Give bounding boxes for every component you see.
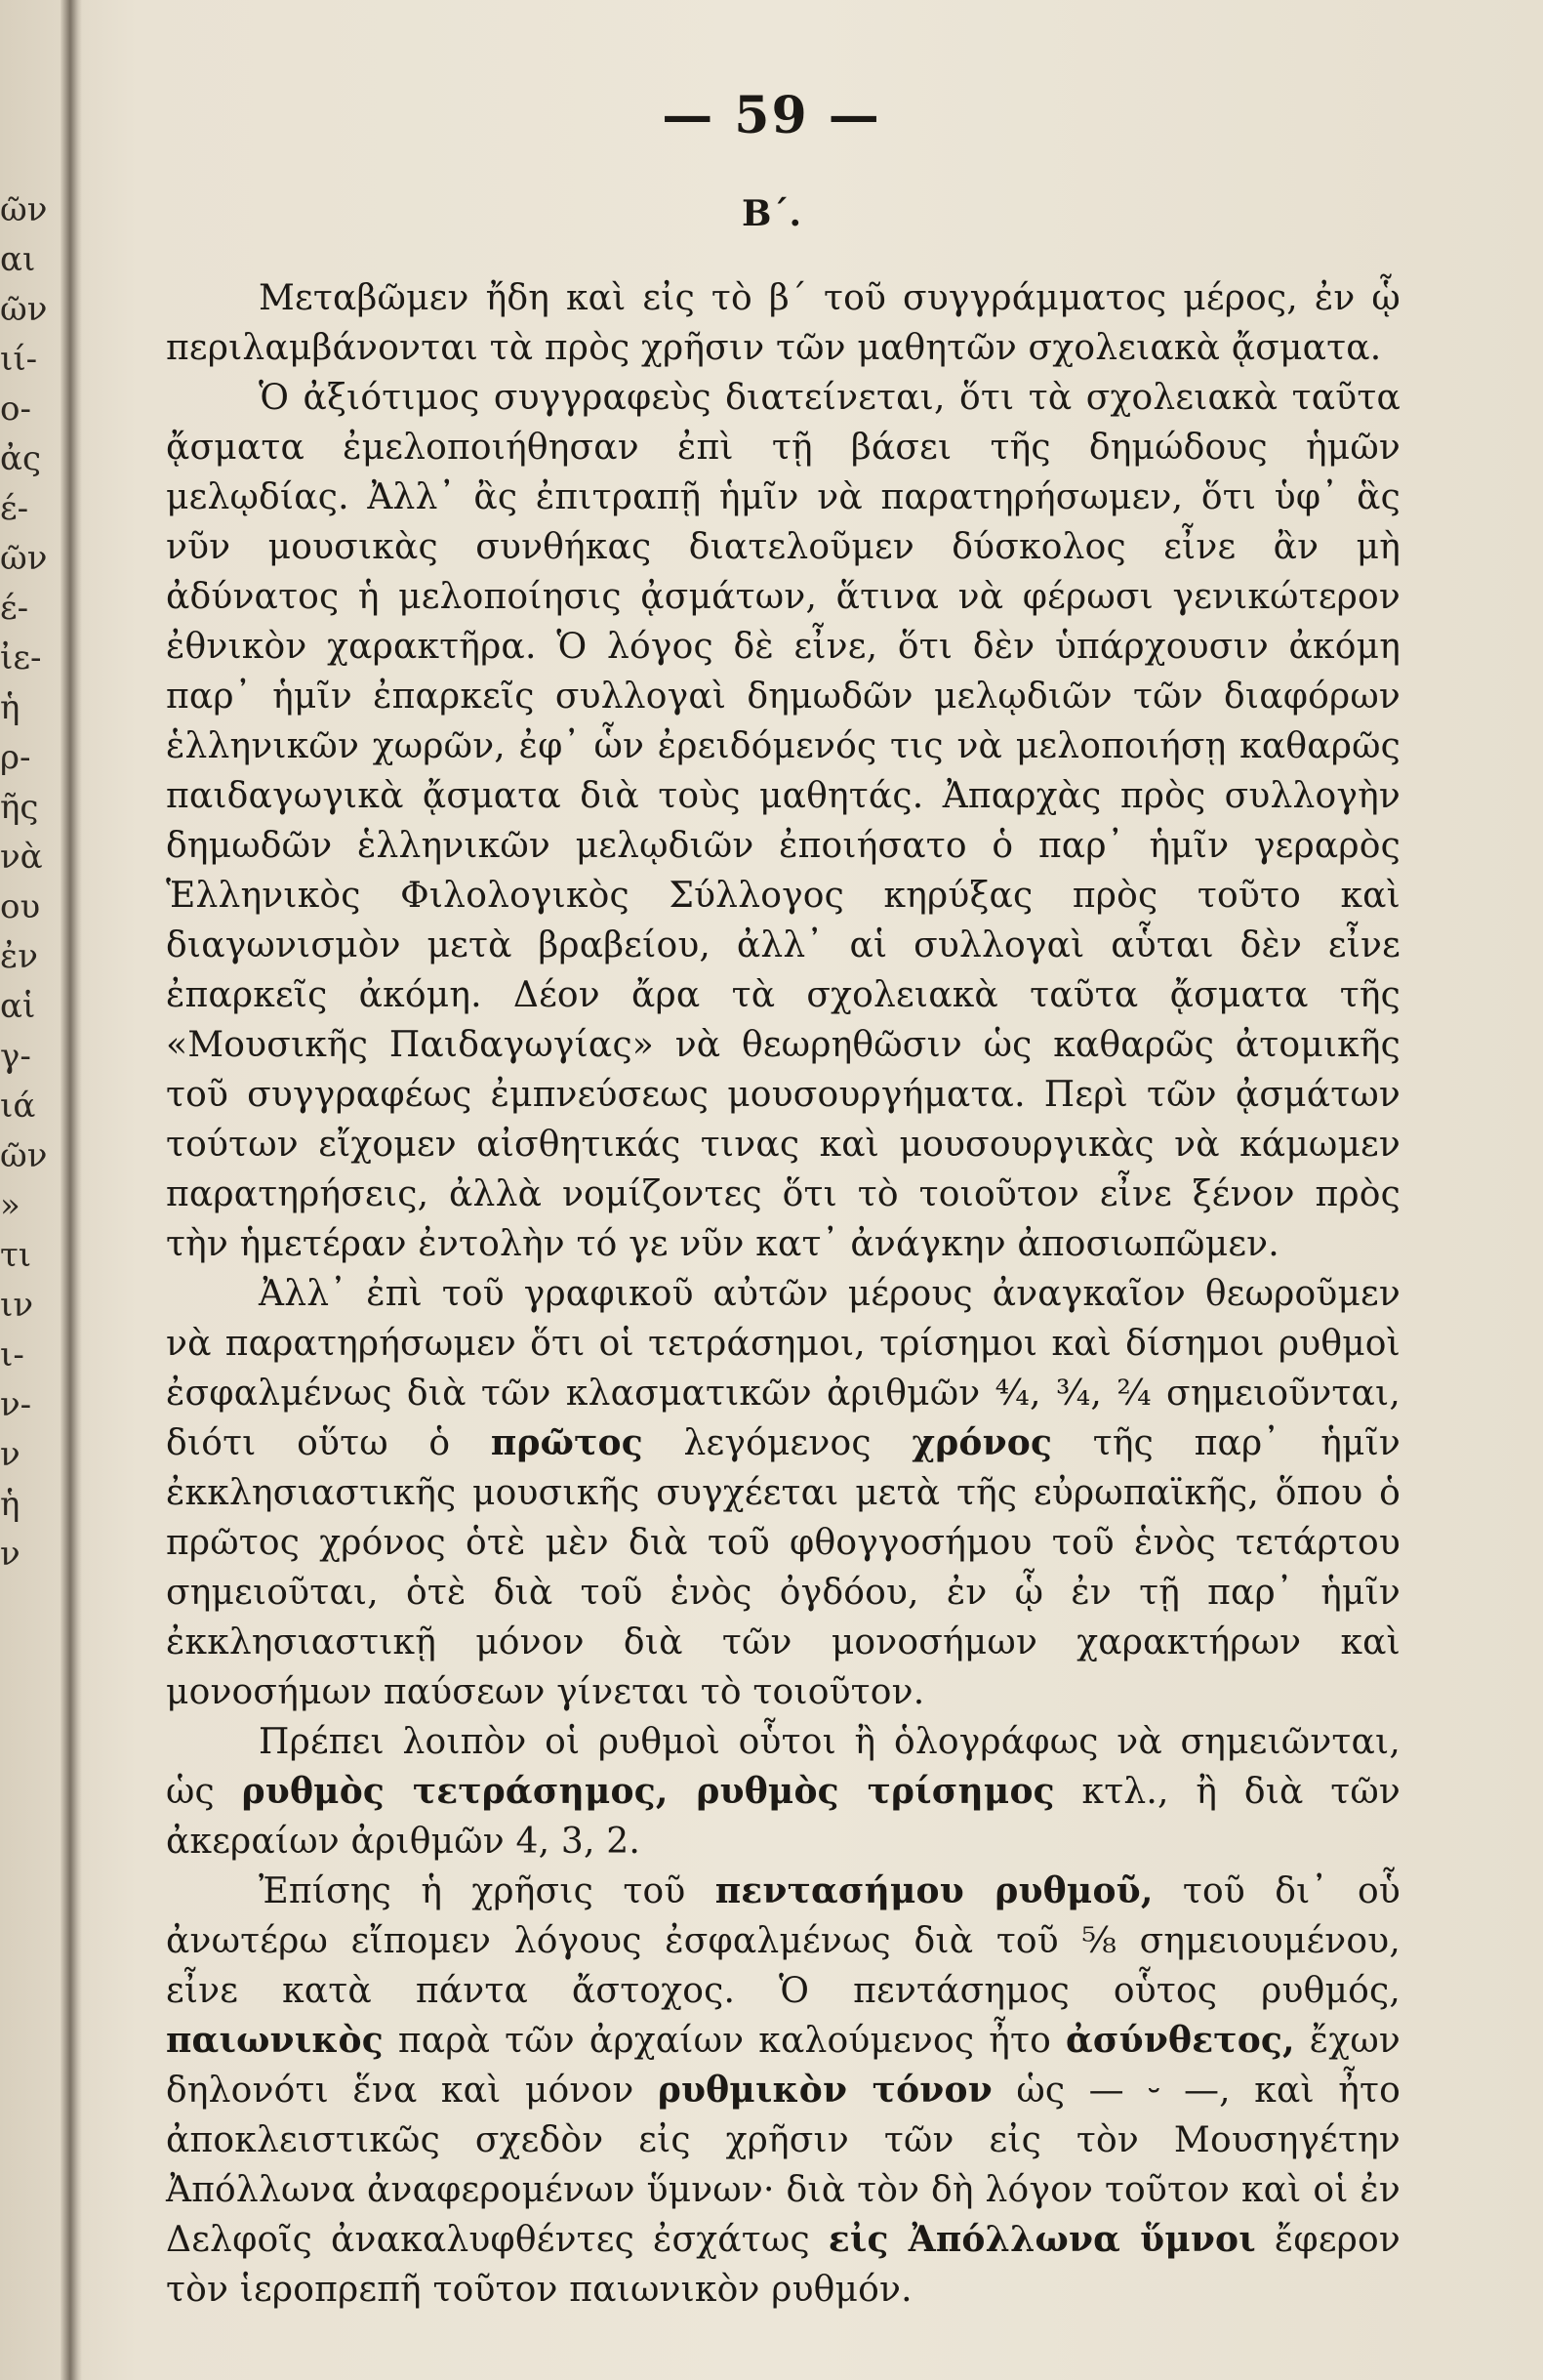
previous-page-fragment: γ- <box>0 1037 31 1076</box>
previous-page-fragment: ρ- <box>0 738 31 777</box>
paragraph-5-text-c: παρὰ τῶν ἀρχαίων καλούμενος ἦτο <box>383 2021 1066 2061</box>
paragraph-1-text: Μεταβῶμεν ἤδη καὶ εἰς τὸ β΄ τοῦ συγγράμματος μέρος, ἐν ᾧ περιλαμβάνονται τὰ πρὸς χρῆσιν τῶν μαθητῶν σχολειακὰ ᾄσματα. <box>166 278 1401 368</box>
paragraph-3-bold-b: χρόνος <box>912 1422 1053 1463</box>
paragraph-1 <box>166 273 1401 373</box>
paragraph-5-text-a: Ἐπίσης ἡ χρῆσις τοῦ <box>259 1871 715 1911</box>
previous-page-fragment: ιί- <box>0 340 38 379</box>
paragraph-5-bold-b: παιωνικὸς <box>166 2020 384 2061</box>
section-heading: Β΄. <box>742 193 801 234</box>
paragraph-5-text-e: ὡς — ⏑ —, καὶ ἦτο ἀποκλειστικῶς σχεδὸν εἰς χρῆσιν τῶν εἰς τὸν Μουσηγέτην Ἀπόλλωνα ἀναφερομένων ὕμνων· διὰ τὸν δὴ λόγον τοῦτον καὶ οἱ ἐν Δελφοῖς ἀνακαλυφθέντες ἐσχάτως <box>166 2071 1401 2260</box>
previous-page-fragment: ῶν <box>0 539 48 578</box>
paragraph-2 <box>166 373 1401 1269</box>
previous-page-fragment: ῶν <box>0 1136 48 1175</box>
previous-page-fragment: αἱ <box>0 987 36 1026</box>
paragraph-3-text-b: λεγόμενος <box>642 1423 913 1463</box>
previous-page-fragment: έ- <box>0 589 29 628</box>
previous-page-fragment: » <box>0 1186 20 1225</box>
paragraph-5-text-d: ἔχων δηλονότι ἕνα καὶ μόνον <box>166 2021 1401 2111</box>
previous-page-fragment: ι- <box>0 1335 24 1375</box>
paragraph-5-bold-a: πεντασήμου ρυθμοῦ, <box>714 1870 1154 1911</box>
paragraph-4 <box>166 1717 1401 1867</box>
previous-page-fragment: ιά <box>0 1087 36 1126</box>
previous-page-fragment: ἀς <box>0 439 42 478</box>
page-number: — 59 — <box>662 86 881 145</box>
paragraph-4-text-a: Πρέπει λοιπὸν οἱ ρυθμοὶ οὗτοι ἢ ὁλογράφως νὰ σημειῶνται, ὡς <box>166 1722 1401 1812</box>
body-text <box>166 273 1401 2315</box>
previous-page-fragment: νὰ <box>0 838 43 877</box>
previous-page-column-fragments <box>0 185 59 1580</box>
previous-page-fragment: ῶν <box>0 190 48 229</box>
previous-page-fragment: ν <box>0 1435 20 1474</box>
previous-page-fragment: ν <box>0 1535 20 1574</box>
previous-page-fragment: ἰε- <box>0 638 42 677</box>
previous-page-fragment: ο- <box>0 390 31 429</box>
paragraph-5-bold-c: ἀσύνθετος, <box>1066 2020 1295 2061</box>
paragraph-4-bold-a: ρυθμὸς τετράσημος, ρυθμὸς τρίσημος <box>241 1771 1055 1812</box>
paragraph-4-text-b: κτλ., ἢ διὰ τῶν ἀκεραίων ἀριθμῶν 4, 3, 2. <box>166 1772 1401 1862</box>
previous-page-fragment: ἐν <box>0 937 38 976</box>
previous-page-fragment: ἡ <box>0 1485 20 1524</box>
book-gutter <box>61 0 82 2380</box>
previous-page-fragment: ν- <box>0 1385 32 1424</box>
paragraph-3-bold-a: πρῶτος <box>490 1422 643 1463</box>
previous-page-fragment: ῆς <box>0 788 39 827</box>
paragraph-3 <box>166 1269 1401 1717</box>
paragraph-5-text-f: ἔφερον τὸν ἱεροπρεπῆ τοῦτον παιωνικὸν ρυθμόν. <box>166 2220 1401 2310</box>
paragraph-3-text-a: Ἀλλ᾽ ἐπὶ τοῦ γραφικοῦ αὐτῶν μέρους ἀναγκαῖον θεωροῦμεν νὰ παρατηρήσωμεν ὅτι οἱ τετράσημοι, τρίσημοι καὶ δίσημοι ρυθμοὶ ἐσφαλμένως διὰ τῶν κλασματικῶν ἀριθμῶν ⁴⁄₄, ³⁄₄, ²⁄₄ σημειοῦνται, διότι οὕτω ὁ <box>166 1274 1401 1463</box>
previous-page-fragment: αι <box>0 240 36 279</box>
paragraph-2-text: Ὁ ἀξιότιμος συγγραφεὺς διατείνεται, ὅτι τὰ σχολειακὰ ταῦτα ᾄσματα ἐμελοποιήθησαν ἐπὶ τῇ βάσει τῆς δημώδους ἡμῶν μελῳδίας. Ἀλλ᾽ ἂς ἐπιτραπῇ ἡμῖν νὰ παρατηρήσωμεν, ὅτι ὑφ᾽ ἃς νῦν μουσικὰς συνθήκας διατελοῦμεν δύσκολος εἶνε ἂν μὴ ἀδύνατος ἡ μελοποίησις ᾀσμάτων, ἅτινα νὰ φέρωσι γενικώτερον ἐθνικὸν χαρακτῆρα. Ὁ λόγος δὲ εἶνε, ὅτι δὲν ὑπάρχουσιν ἀκόμη παρ᾽ ἡμῖν ἐπαρκεῖς συλλογαὶ δημωδῶν μελῳδιῶν τῶν διαφόρων ἑλληνικῶν χωρῶν, ἐφ᾽ ὧν ἐρειδόμενός τις νὰ μελοποιήσῃ καθαρῶς παιδαγωγικὰ ᾄσματα διὰ τοὺς μαθητάς. Ἀπαρχὰς πρὸς συλλογὴν δημωδῶν ἑλληνικῶν μελῳδιῶν ἐποιήσατο ὁ παρ᾽ ἡμῖν γεραρὸς Ἑλληνικὸς Φιλολογικὸς Σύλλογος κηρύξας πρὸς τοῦτο καὶ διαγωνισμὸν μετὰ βραβείου, ἀλλ᾽ αἱ συλλογαὶ αὗται δὲν εἶνε ἐπαρκεῖς ἀκόμη. Δέον ἄρα τὰ σχολειακὰ ταῦτα ᾄσματα τῆς «Μουσικῆς Παιδαγωγίας» νὰ θεωρηθῶσιν ὡς καθαρῶς ἀτομικῆς τοῦ συγγραφέως ἐμπνεύσεως μουσουργήματα. Περὶ τῶν ᾀσμάτων τούτων εἴχομεν αἰσθητικάς τινας καὶ μουσουργικὰς νὰ κάμωμεν παρατηρήσεις, ἀλλὰ νομίζοντες ὅτι τὸ τοιοῦτον εἶνε ξένον πρὸς τὴν ἡμετέραν ἐντολὴν τό γε νῦν κατ᾽ ἀνάγκην ἀποσιωπῶμεν. <box>166 378 1401 1264</box>
previous-page-fragment: ἡ <box>0 688 20 727</box>
previous-page-fragment: ῶν <box>0 290 48 329</box>
paragraph-3-text-c: τῆς παρ᾽ ἡμῖν ἐκκλησιαστικῆς μουσικῆς συγχέεται μετὰ τῆς εὐρωπαϊκῆς, ὅπου ὁ πρῶτος χρόνος ὁτὲ μὲν διὰ τοῦ φθογγοσήμου τοῦ ἑνὸς τετάρτου σημειοῦται, ὁτὲ διὰ τοῦ ἑνὸς ὀγδόου, ἐν ᾧ ἐν τῇ παρ᾽ ἡμῖν ἐκκλησιαστικῇ μόνον διὰ τῶν μονοσήμων χαρακτήρων καὶ μονοσήμων παύσεων γίνεται τὸ τοιοῦτον. <box>166 1423 1401 1712</box>
paragraph-5-bold-e: εἰς Ἀπόλλωνα ὕμνοι <box>828 2219 1256 2260</box>
previous-page-fragment: έ- <box>0 489 29 528</box>
paragraph-5-text-b: τοῦ δι᾽ οὗ ἀνωτέρω εἴπομεν λόγους ἐσφαλμένως διὰ τοῦ ⁵⁄₈ σημειουμένου, εἶνε κατὰ πάντα ἄστοχος. Ὁ πεντάσημος οὗτος ρυθμός, <box>166 1871 1401 2011</box>
previous-page-fragment: τι <box>0 1236 32 1275</box>
previous-page-fragment: ου <box>0 887 41 926</box>
paragraph-5 <box>166 1867 1401 2315</box>
previous-page-fragment: ιν <box>0 1286 33 1325</box>
paragraph-5-bold-d: ρυθμικὸν τόνον <box>657 2070 993 2111</box>
